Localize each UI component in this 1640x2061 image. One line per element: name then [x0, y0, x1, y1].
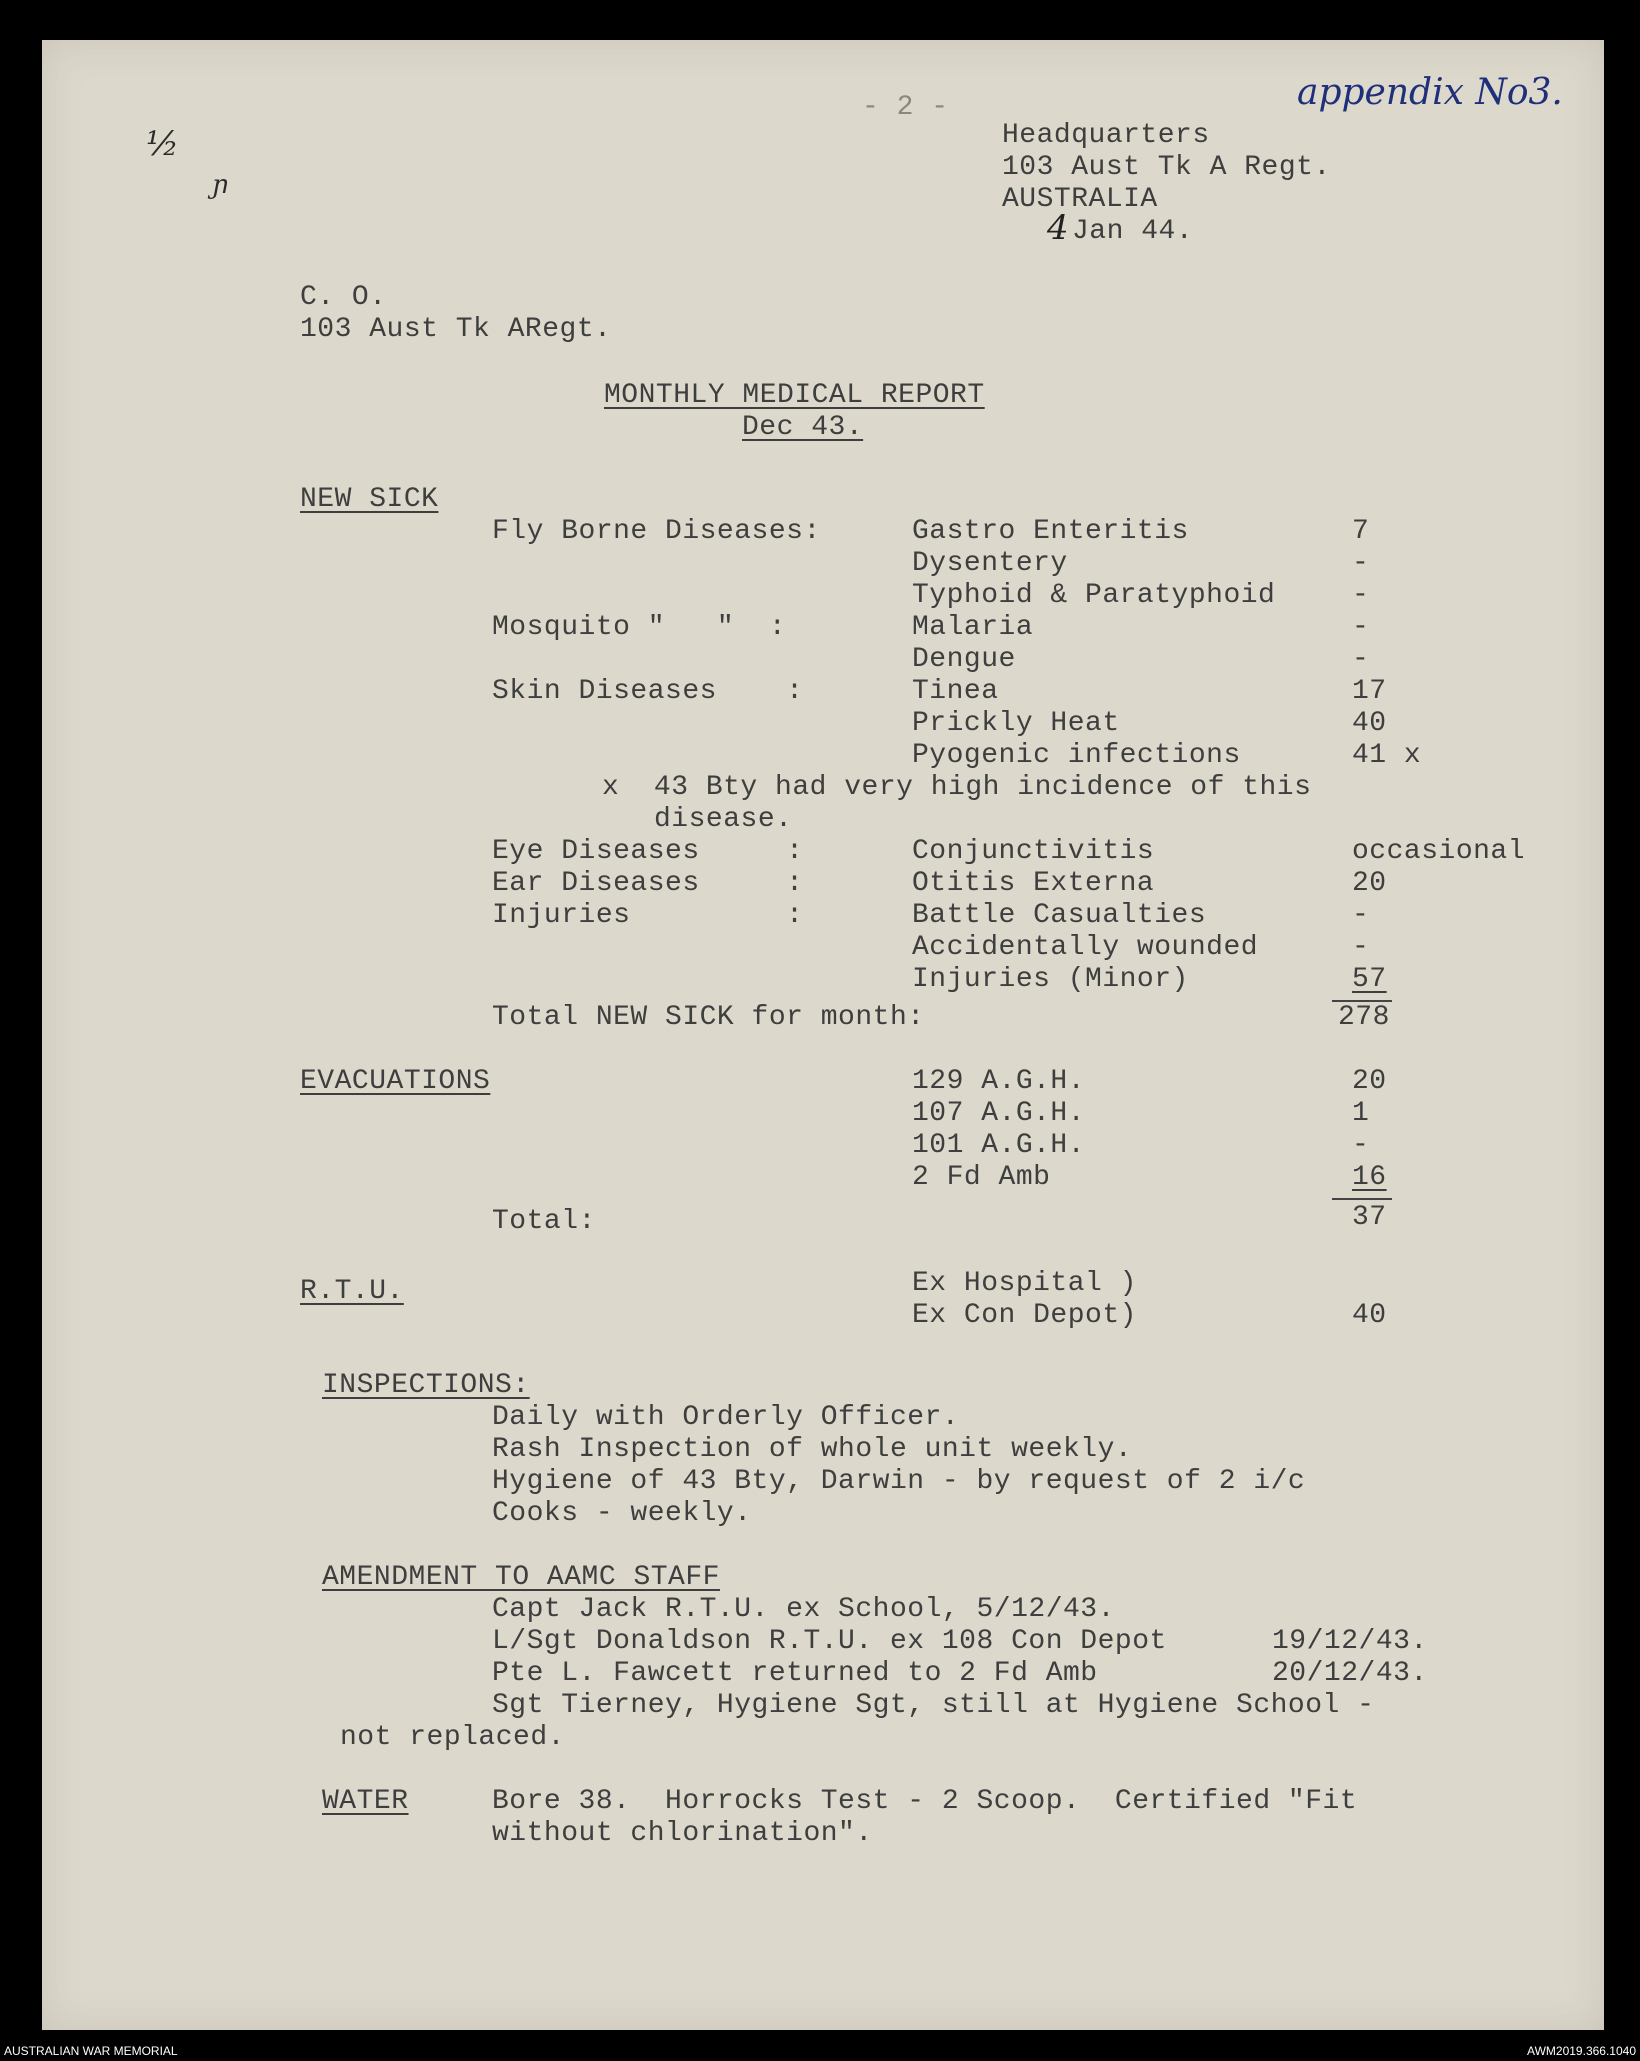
category-label: Eye Diseases :: [492, 836, 804, 867]
disease-count: -: [1352, 548, 1370, 579]
margin-tick: ɲ: [212, 170, 229, 200]
evacuation-count: 1: [1352, 1098, 1370, 1129]
margin-mark: ½: [146, 124, 179, 164]
footer-reference: AWM2019.366.1040: [1527, 2044, 1636, 2058]
category-label: Fly Borne Diseases:: [492, 516, 821, 547]
disease-name: Tinea: [912, 676, 999, 707]
disease-count: -: [1352, 612, 1370, 643]
amendment-date: 20/12/43.: [1272, 1658, 1428, 1689]
disease-name: Accidentally wounded: [912, 932, 1259, 963]
addressee-line-1: C. O.: [300, 282, 387, 313]
amendment-continuation: not replaced.: [340, 1722, 565, 1753]
disease-count: 40: [1352, 708, 1387, 739]
inspection-line: Cooks - weekly.: [492, 1498, 752, 1529]
water-line-1: Bore 38. Horrocks Test - 2 Scoop. Certified "Fit: [492, 1786, 1358, 1817]
disease-name: Dengue: [912, 644, 1016, 675]
subtotal-rule: [1332, 1198, 1392, 1200]
category-label: Mosquito " " :: [492, 612, 787, 643]
amendment-heading: AMENDMENT TO AAMC STAFF: [322, 1562, 720, 1593]
date-day-handwritten: 4: [1047, 208, 1069, 248]
evacuation-count: 16: [1352, 1162, 1387, 1193]
evacuation-place: 107 A.G.H.: [912, 1098, 1086, 1129]
amendment-line: Capt Jack R.T.U. ex School, 5/12/43.: [492, 1594, 1115, 1625]
disease-count: -: [1352, 644, 1370, 675]
disease-name: Conjunctivitis: [912, 836, 1155, 867]
footnote-line-2: disease.: [654, 804, 793, 835]
addressee-line-2: 103 Aust Tk ARegt.: [300, 314, 612, 345]
disease-name: Pyogenic infections: [912, 740, 1241, 771]
inspection-line: Rash Inspection of whole unit weekly.: [492, 1434, 1133, 1465]
disease-count: -: [1352, 932, 1370, 963]
new-sick-heading: NEW SICK: [300, 484, 439, 515]
disease-name: Gastro Enteritis: [912, 516, 1189, 547]
new-sick-total-value: 278: [1338, 1002, 1390, 1033]
evacuations-total-value: 37: [1352, 1202, 1387, 1233]
document-page: [42, 40, 1604, 2030]
header-line-3: AUSTRALIA: [1002, 184, 1158, 215]
disease-count: 57: [1352, 964, 1387, 995]
evacuation-count: -: [1352, 1130, 1370, 1161]
footnote-line-1: x 43 Bty had very high incidence of this: [602, 772, 1312, 803]
header-line-2: 103 Aust Tk A Regt.: [1002, 152, 1331, 183]
evacuations-heading: EVACUATIONS: [300, 1066, 491, 1097]
page-number: - 2 -: [862, 92, 949, 123]
disease-name: Otitis Externa: [912, 868, 1155, 899]
category-label: Injuries :: [492, 900, 804, 931]
evacuation-count: 20: [1352, 1066, 1387, 1097]
rtu-heading: R.T.U.: [300, 1276, 404, 1307]
evacuation-place: 129 A.G.H.: [912, 1066, 1086, 1097]
archive-footer: [0, 2042, 1640, 2061]
inspection-line: Daily with Orderly Officer.: [492, 1402, 960, 1433]
header-date: Jan 44.: [1072, 216, 1194, 247]
evacuation-place: 101 A.G.H.: [912, 1130, 1086, 1161]
disease-count: 7: [1352, 516, 1370, 547]
amendment-line: L/Sgt Donaldson R.T.U. ex 108 Con Depot: [492, 1626, 1167, 1657]
category-label: Ear Diseases :: [492, 868, 804, 899]
disease-count: -: [1352, 580, 1370, 611]
disease-name: Injuries (Minor): [912, 964, 1189, 995]
inspections-heading: INSPECTIONS:: [322, 1370, 530, 1401]
inspection-line: Hygiene of 43 Bty, Darwin - by request of 2 i/c: [492, 1466, 1306, 1497]
category-label: Skin Diseases :: [492, 676, 804, 707]
disease-name: Malaria: [912, 612, 1034, 643]
report-title: MONTHLY MEDICAL REPORT: [604, 380, 985, 411]
water-line-2: without chlorination".: [492, 1818, 873, 1849]
new-sick-total-label: Total NEW SICK for month:: [492, 1002, 925, 1033]
disease-count: -: [1352, 900, 1370, 931]
amendment-line: Pte L. Fawcett returned to 2 Fd Amb: [492, 1658, 1098, 1689]
rtu-value: 40: [1352, 1300, 1387, 1331]
amendment-line: Sgt Tierney, Hygiene Sgt, still at Hygiene School -: [492, 1690, 1375, 1721]
appendix-annotation: appendix No3.: [1297, 72, 1563, 113]
header-line-1: Headquarters: [1002, 120, 1210, 151]
rtu-line-1: Ex Hospital ): [912, 1268, 1137, 1299]
evacuation-place: 2 Fd Amb: [912, 1162, 1051, 1193]
evacuations-total-label: Total:: [492, 1206, 596, 1237]
disease-name: Dysentery: [912, 548, 1068, 579]
water-heading: WATER: [322, 1786, 409, 1817]
disease-count: occasional: [1352, 836, 1526, 867]
disease-name: Battle Casualties: [912, 900, 1207, 931]
disease-count: 20: [1352, 868, 1387, 899]
rtu-line-2: Ex Con Depot): [912, 1300, 1137, 1331]
amendment-date: 19/12/43.: [1272, 1626, 1428, 1657]
report-period: Dec 43.: [742, 412, 864, 443]
disease-name: Typhoid & Paratyphoid: [912, 580, 1276, 611]
disease-count: 41 x: [1352, 740, 1422, 771]
footer-institution: AUSTRALIAN WAR MEMORIAL: [4, 2044, 178, 2058]
disease-count: 17: [1352, 676, 1387, 707]
disease-name: Prickly Heat: [912, 708, 1120, 739]
